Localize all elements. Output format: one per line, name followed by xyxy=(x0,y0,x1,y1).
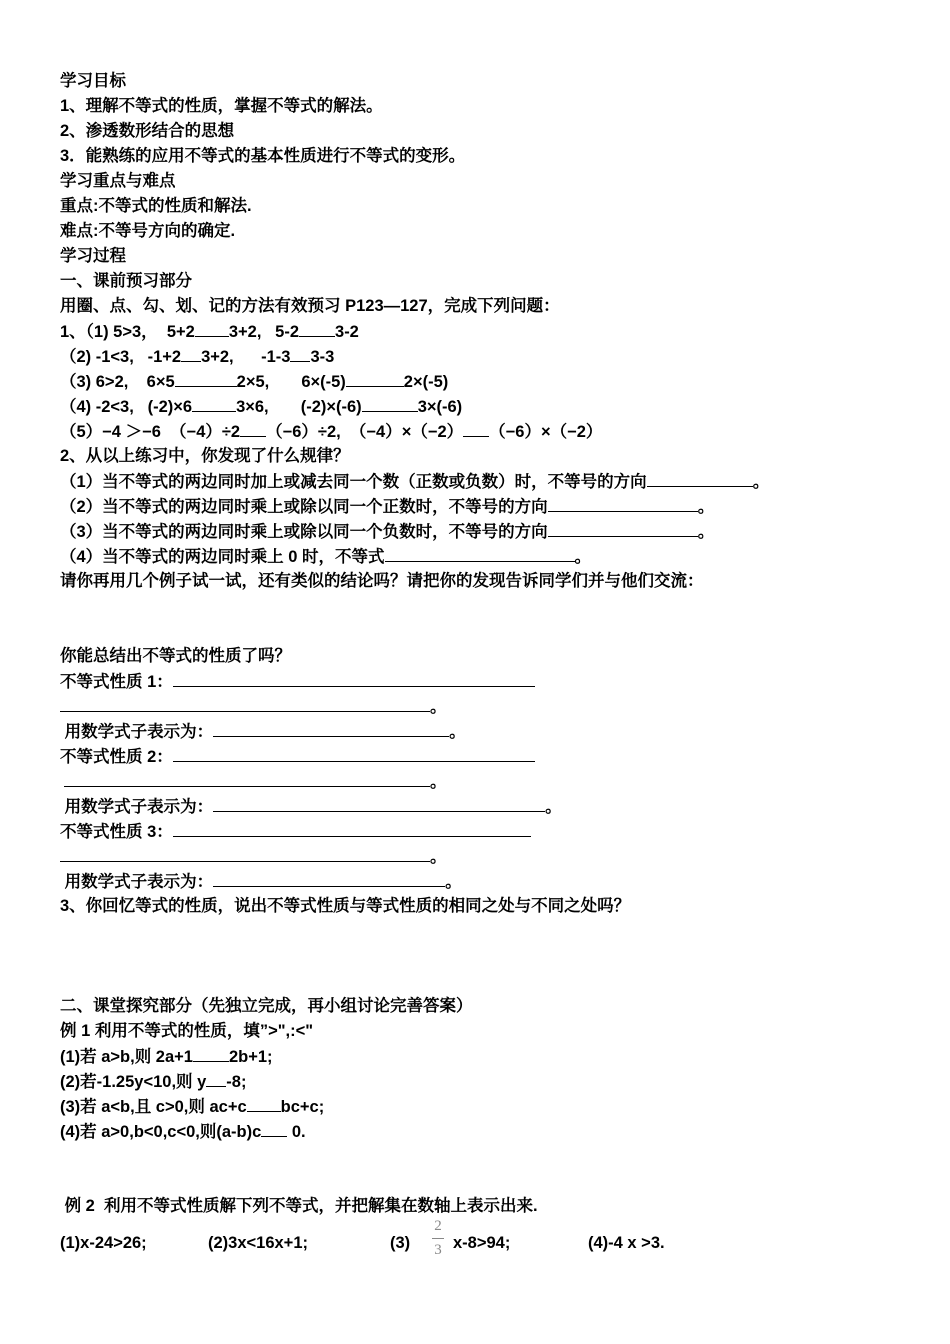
pattern-question: 2、从以上练习中，你发现了什么规律？ xyxy=(60,447,350,465)
property-1-label: 不等式性质 1： xyxy=(60,670,535,693)
objective-2: 2、渗透数形结合的思想 xyxy=(60,122,235,140)
answer-blank[interactable] xyxy=(60,695,430,712)
example-1-item-3: (3)若 a<b,且 c>0,则 ac+c bc+c; xyxy=(60,1095,324,1118)
answer-blank[interactable] xyxy=(299,320,335,337)
answer-blank[interactable] xyxy=(647,470,753,487)
answer-blank[interactable] xyxy=(385,545,575,562)
property-3-formula: 用数学式子表示为： 。 xyxy=(60,870,462,893)
section-two-heading: 二、课堂探究部分（先独立完成，再小组讨论完善答案） xyxy=(60,997,473,1015)
answer-blank[interactable] xyxy=(213,720,449,737)
exercise-1-1: 1、（1) 5>3， 5+2 3+2, 5-2 3-2 xyxy=(60,320,359,343)
property-3-label: 不等式性质 3： xyxy=(60,820,531,843)
rule-1: （1）当不等式的两边同时加上或减去同一个数（正数或负数）时，不等号的方向 。 xyxy=(60,470,769,493)
answer-blank[interactable] xyxy=(64,770,430,787)
rule-4: （4）当不等式的两边同时乘上 0 时，不等式 。 xyxy=(60,545,591,568)
answer-blank[interactable] xyxy=(181,345,201,362)
example-1-item-4: (4)若 a>0,b<0,c<0,则(a-b)c 0. xyxy=(60,1120,306,1143)
answer-blank[interactable] xyxy=(195,320,229,337)
property-2-label: 不等式性质 2： xyxy=(60,745,535,768)
answer-blank[interactable] xyxy=(206,1070,226,1087)
example-2-problem-3-label: (3) xyxy=(390,1234,411,1252)
rule-3: （3）当不等式的两边同时乘上或除以同一个负数时，不等号的方向 。 xyxy=(60,520,714,543)
exercise-1-2: （2) -1<3, -1+2 3+2, -1-3 3-3 xyxy=(60,345,334,368)
example-1-item-2: (2)若-1.25y<10,则 y -8; xyxy=(60,1070,246,1093)
exercise-1-5: （5）−4 ＞−6 （−4）÷2 （−6）÷2, （−4）×（−2） （−6）×（−2） xyxy=(60,420,602,443)
example-2-problem-1: (1)x-24>26; xyxy=(60,1234,147,1252)
answer-blank[interactable] xyxy=(346,370,404,387)
objective-3: 3．能熟练的应用不等式的基本性质进行不等式的变形。 xyxy=(60,147,466,165)
property-1-continued: 。 xyxy=(60,695,447,718)
objective-1: 1、理解不等式的性质，掌握不等式的解法。 xyxy=(60,97,383,115)
key-point: 重点:不等式的性质和解法. xyxy=(60,197,252,215)
preview-instruction: 用圈、点、勾、划、记的方法有效预习 P123—127，完成下列问题： xyxy=(60,297,560,315)
answer-blank[interactable] xyxy=(173,670,535,687)
compare-question: 3、你回忆等式的性质，说出不等式性质与等式性质的相同之处与不同之处吗？ xyxy=(60,897,631,915)
answer-blank[interactable] xyxy=(362,395,418,412)
process-heading: 学习过程 xyxy=(60,247,126,265)
answer-blank[interactable] xyxy=(548,520,698,537)
objectives-heading: 学习目标 xyxy=(60,72,126,90)
property-1-formula: 用数学式子表示为： 。 xyxy=(60,720,466,743)
answer-blank[interactable] xyxy=(463,420,489,437)
exercise-1-4: （4) -2<3, (-2)×6 3×6, (-2)×(-6) 3×(-6) xyxy=(60,395,462,418)
answer-blank[interactable] xyxy=(193,1045,229,1062)
fraction-numerator: 2 xyxy=(434,1218,442,1234)
property-2-continued: 。 xyxy=(60,770,447,793)
try-examples: 请你再用几个例子试一试，还有类似的结论吗？请把你的发现告诉同学们并与他们交流： xyxy=(60,572,704,590)
answer-blank[interactable] xyxy=(192,395,236,412)
answer-blank[interactable] xyxy=(173,745,535,762)
answer-blank[interactable] xyxy=(60,845,430,862)
fraction-bar xyxy=(432,1238,444,1239)
example-2-problem-3: x-8>94; xyxy=(453,1234,511,1252)
fraction-denominator: 3 xyxy=(434,1242,442,1258)
example-2-problem-4: (4)-4 x >3. xyxy=(588,1234,665,1252)
example-2-heading: 例 2 利用不等式性质解下列不等式，并把解集在数轴上表示出来. xyxy=(60,1197,538,1215)
answer-blank[interactable] xyxy=(261,1120,287,1137)
section-one-heading: 一、课前预习部分 xyxy=(60,272,192,290)
rule-2: （2）当不等式的两边同时乘上或除以同一个正数时，不等号的方向 。 xyxy=(60,495,714,518)
answer-blank[interactable] xyxy=(175,370,237,387)
summarize-question: 你能总结出不等式的性质了吗？ xyxy=(60,647,291,665)
property-3-continued: 。 xyxy=(60,845,447,868)
exercise-1-3: （3) 6>2, 6×5 2×5, 6×(-5) 2×(-5) xyxy=(60,370,448,393)
answer-blank[interactable] xyxy=(247,1095,281,1112)
answer-blank[interactable] xyxy=(173,820,531,837)
property-2-formula: 用数学式子表示为： 。 xyxy=(60,795,562,818)
key-points-heading: 学习重点与难点 xyxy=(60,172,176,190)
answer-blank[interactable] xyxy=(213,870,445,887)
example-1-item-1: (1)若 a>b,则 2a+1 2b+1; xyxy=(60,1045,273,1068)
answer-blank[interactable] xyxy=(290,345,310,362)
example-1-heading: 例 1 利用不等式的性质，填”>",:<" xyxy=(60,1022,314,1040)
difficulty: 难点:不等号方向的确定. xyxy=(60,222,236,240)
example-2-problem-2: (2)3x<16x+1; xyxy=(208,1234,308,1252)
answer-blank[interactable] xyxy=(213,795,545,812)
answer-blank[interactable] xyxy=(240,420,266,437)
answer-blank[interactable] xyxy=(548,495,698,512)
